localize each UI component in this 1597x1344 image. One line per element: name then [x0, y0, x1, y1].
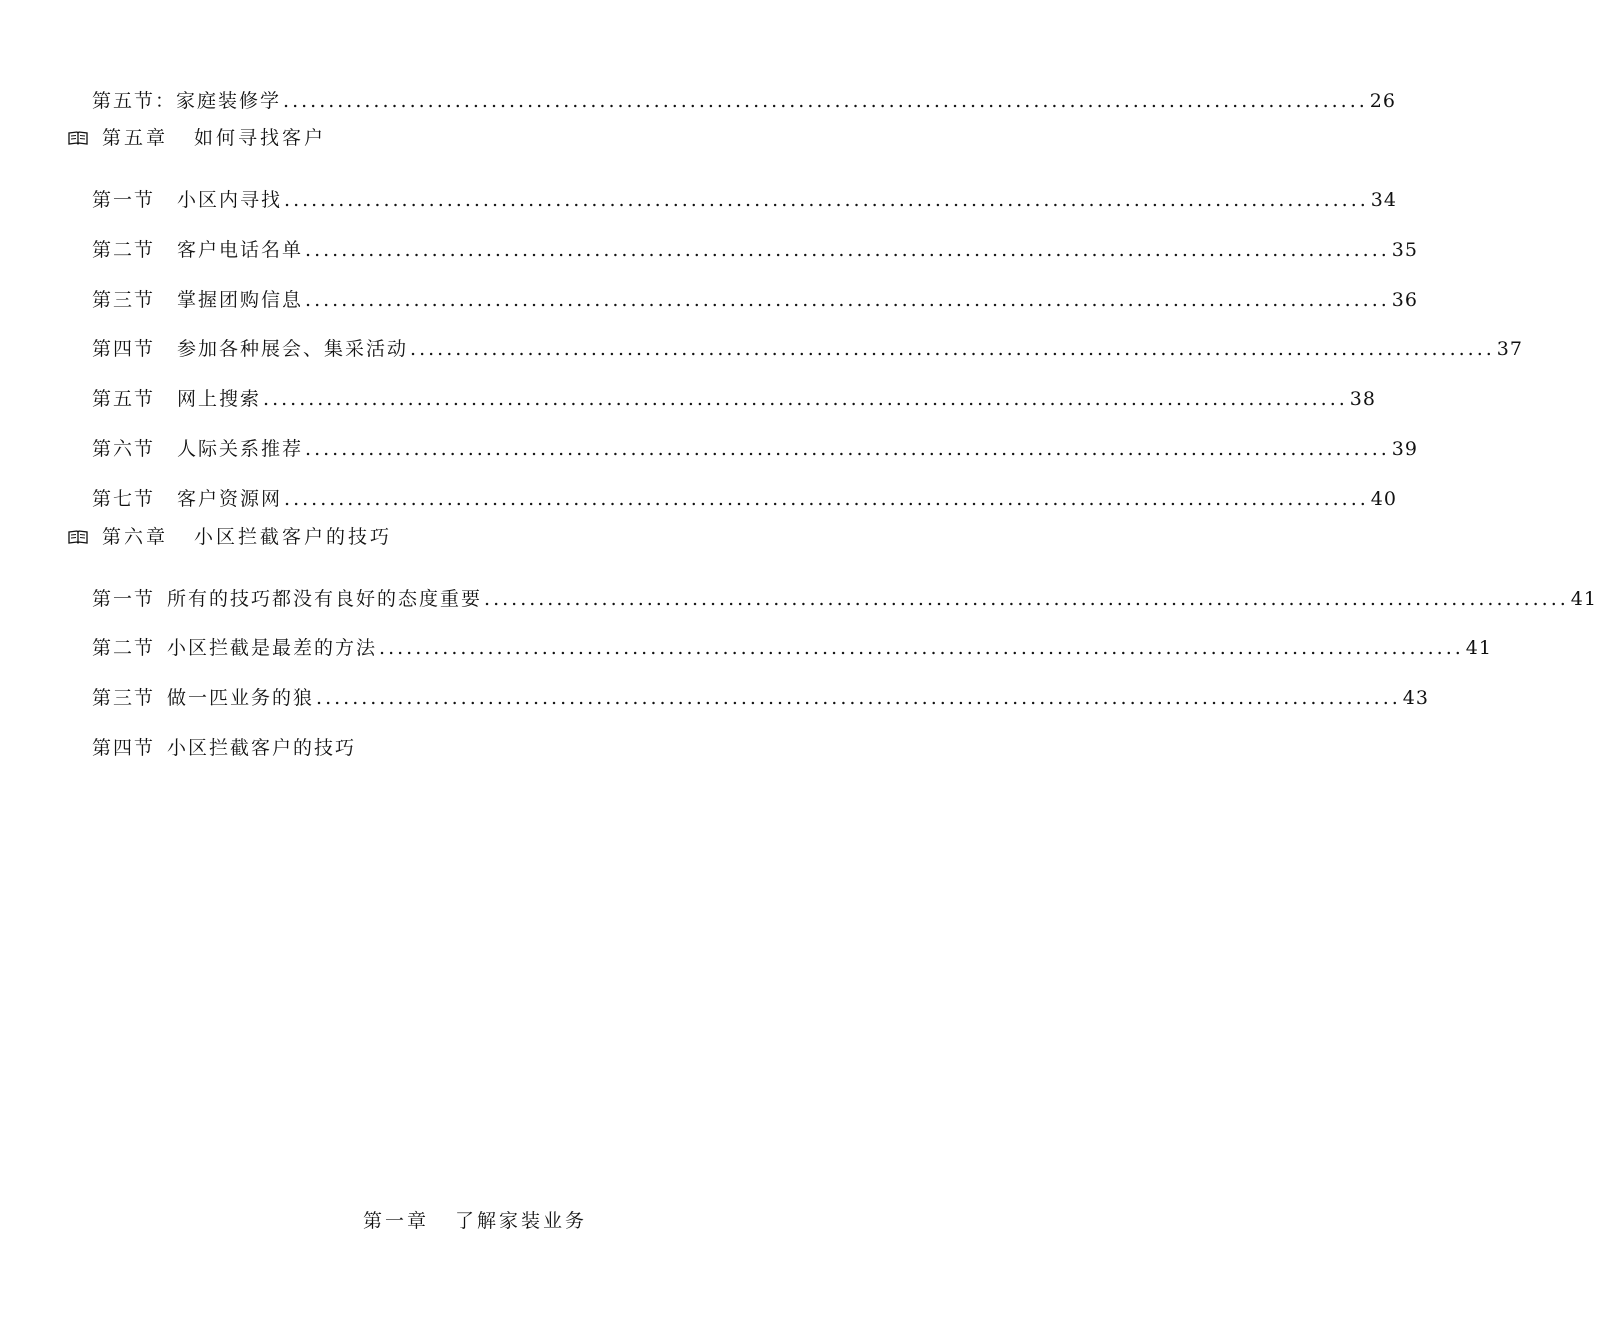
toc-section-title: 小区拦截是最差的方法: [167, 637, 378, 659]
toc-entry-ch5-sec5[interactable]: [92, 384, 1376, 414]
toc-page-number: 39: [1391, 438, 1418, 460]
toc-entry-ch5-sec1[interactable]: [92, 185, 1397, 215]
toc-chapter-5-heading[interactable]: [68, 123, 326, 153]
toc-leader-dots: ........................................................................................................................: [484, 588, 1569, 610]
toc-leader-dots: ........................................................................................................................: [284, 488, 1369, 510]
toc-section-title: 做一匹业务的狼: [167, 687, 315, 709]
toc-chapter-title: 小区拦截客户的技巧: [194, 526, 393, 548]
toc-leader-dots: ........................................................................................................................: [263, 388, 1348, 410]
toc-section-title: 所有的技巧都没有良好的态度重要: [167, 588, 483, 610]
toc-entry-ch6-sec4[interactable]: [92, 733, 356, 763]
toc-page-number: 40: [1370, 488, 1397, 510]
toc-page-number: 37: [1496, 338, 1523, 360]
toc-page-number: 41: [1570, 588, 1597, 610]
toc-leader-dots: ........................................................................................................................: [379, 637, 1464, 659]
toc-page-number: 26: [1369, 90, 1396, 112]
chapter-label: 第一章: [362, 1210, 429, 1232]
toc-section-label: 第一节: [92, 189, 156, 211]
book-icon: [68, 529, 88, 545]
toc-section-label: 第五节: [92, 388, 156, 410]
toc-chapter-label: 第五章: [102, 127, 169, 149]
toc-page-number: 34: [1370, 189, 1397, 211]
toc-leader-dots: ........................................................................................................................: [305, 289, 1390, 311]
toc-section-title: 小区拦截客户的技巧: [167, 737, 357, 759]
toc-page-number: 43: [1402, 687, 1429, 709]
toc-section-label: 第四节: [92, 737, 156, 759]
toc-section-title: 客户资源网: [177, 488, 283, 510]
toc-section-label: 第二节: [92, 239, 156, 261]
toc-section-title: 参加各种展会、集采活动: [177, 338, 409, 360]
toc-entry-ch6-sec2[interactable]: [92, 633, 1492, 663]
toc-section-title: 小区内寻找: [177, 189, 283, 211]
toc-entry-ch5-sec7[interactable]: [92, 484, 1397, 514]
toc-section-label: 第一节: [92, 588, 156, 610]
toc-leader-dots: ........................................................................................................................: [410, 338, 1495, 360]
toc-entry-ch5-sec3[interactable]: [92, 285, 1418, 315]
toc-section-title: 网上搜索: [177, 388, 262, 410]
toc-entry-ch6-sec3[interactable]: [92, 683, 1429, 713]
toc-page-number: 35: [1391, 239, 1418, 261]
toc-entry-ch6-sec1[interactable]: [92, 584, 1597, 614]
toc-section-label: 第五节：: [92, 90, 177, 112]
toc-section-label: 第七节: [92, 488, 156, 510]
toc-entry-ch5-sec4[interactable]: [92, 334, 1523, 364]
toc-entry-ch4-sec5[interactable]: [92, 86, 1396, 116]
toc-chapter-label: 第六章: [102, 526, 169, 548]
toc-page-number: 36: [1391, 289, 1418, 311]
toc-section-title: 人际关系推荐: [177, 438, 304, 460]
toc-section-title: 掌握团购信息: [177, 289, 304, 311]
toc-entry-ch5-sec2[interactable]: [92, 235, 1418, 265]
toc-section-label: 第二节: [92, 637, 156, 659]
toc-section-label: 第四节: [92, 338, 156, 360]
toc-entry-ch5-sec6[interactable]: [92, 434, 1418, 464]
toc-section-label: 第三节: [92, 289, 156, 311]
toc-leader-dots: ........................................................................................................................: [284, 189, 1369, 211]
chapter-title: 了解家装业务: [455, 1210, 588, 1232]
chapter-1-heading: [0, 1206, 950, 1236]
toc-page-number: 41: [1465, 637, 1492, 659]
toc-leader-dots: ........................................................................................................................: [283, 90, 1368, 112]
toc-section-label: 第六节: [92, 438, 156, 460]
toc-chapter-6-heading[interactable]: [68, 522, 392, 552]
toc-section-title: 客户电话名单: [177, 239, 304, 261]
toc-chapter-title: 如何寻找客户: [194, 127, 327, 149]
toc-section-label: 第三节: [92, 687, 156, 709]
toc-section-title: 家庭装修学: [176, 90, 282, 112]
toc-leader-dots: ........................................................................................................................: [316, 687, 1401, 709]
book-icon: [68, 130, 88, 146]
toc-page-number: 38: [1349, 388, 1376, 410]
toc-leader-dots: ........................................................................................................................: [305, 239, 1390, 261]
toc-leader-dots: ........................................................................................................................: [305, 438, 1390, 460]
